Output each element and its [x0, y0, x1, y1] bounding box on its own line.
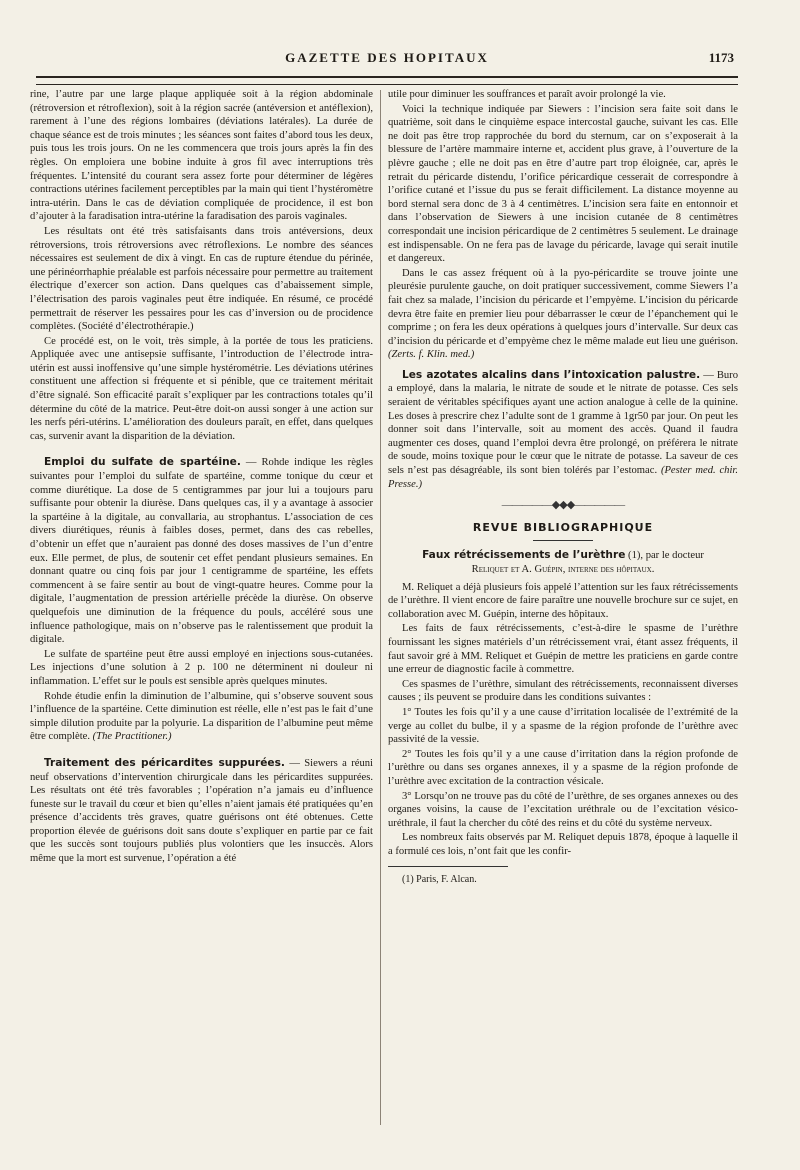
- paragraph: utile pour diminuer les souffrances et paraît avoir prolongé la vie.: [388, 89, 666, 100]
- column-separator: [380, 90, 381, 1125]
- paragraph: 1° Toutes les fois qu’il y a une cause d’irritation localisée de l’extrémité de la verge au collet du bulbe, il y a spasme de la région profonde de l’urèthre avec passivité de la vessie.: [388, 706, 738, 746]
- paragraph: 3° Lorsqu’on ne trouve pas du côté de l’urèthre, de ses organes annexes ou des organes voisins, la cause de l’excitation uréthrale ou de l’excitation vésico-uréthrale, il faut la chercher du côté des reins et du côté du système nerveux.: [388, 790, 738, 829]
- right-column: [388, 88, 738, 888]
- paragraph: Voici la technique indiquée par Siewers : l’incision sera faite soit dans le quatrième, soit dans le cinquième espace intercostal gauche, suivant les cas. Elle ne doit pas être trop rapprochée du bord du sternum, car on s’exposerait à la blessure de l’artère mammaire interne et, accident plus grave, à l’ouverture de la plèvre gauche ; elle ne doit pas en être d’autre part trop éloignée, car, après le retrait du péricarde distendu, l’orifice péricardique cesserait de correspondre à l’orifice cutané et l’issue du pus se ferait difficilement. La distance moyenne au bord sternal sera donc de 3 à 4 centimètres. L’incision sera faite en entonnoir et dans l’observation de Siewers à une incision cutanée de 8 centimètres correspondait une incision péricardique de 2 centimètres 5 seulement. Le drainage est indispensable. On ne fera pas de lavage du péricarde, lavage qui serait inutile et dangereux.: [388, 103, 738, 265]
- heading-rule: [533, 540, 593, 541]
- header-rule: [36, 84, 738, 85]
- footnote: (1) Paris, F. Alcan.: [402, 874, 477, 886]
- paragraph: Les résultats ont été très satisfaisants dans trois antéversions, deux rétroversions, trois rétroversions avec rétroflexions. Le nombre des séances nécessaires est seulement de dix à vingt. En cas de rupture étendue du périnée, une périnéorrhaphie préalable est parfois nécessaire pour permettre au traitement électrique d’exercer son action. Dans quelques cas d’abaissement simple, l’électrisation des parois vaginales peut être indiquée. En résumé, ce procédé permettrait de réserver les pessaires pour les cas d’inversion ou de procidence complètes. (Société d’électrothérapie.): [30, 225, 373, 333]
- paragraph-with-source: [388, 267, 738, 362]
- section-title: Traitement des péricardites suppurées.: [44, 756, 285, 769]
- masthead: [36, 40, 738, 78]
- left-column: [30, 88, 373, 867]
- paragraph-text: Rohde étudie enfin la diminution de l’albumine, qui s’observe souvent sous l’influence de la spartéine. Cette diminution est réelle, elle n’est pas le fait d’une simple dilution produite par la polyurie. La disparition de l’albumine peut même être complète.: [30, 690, 373, 743]
- paragraph: Ces spasmes de l’urèthre, simulant des rétrécissements, reconnaissent diverses causes ; ils peuvent se produire dans les conditions suivantes :: [388, 678, 738, 704]
- page-number: 1173: [708, 50, 734, 65]
- paragraph: Le sulfate de spartéine peut être aussi employé en injections sous-cutanées. Les injections d’une solution à 2 p. 100 ne déterminent ni douleur ni inflammation. L’effet sur le pouls est sensible après quelques minutes.: [30, 648, 373, 687]
- article-pericardites: [30, 757, 373, 866]
- section-title: Les azotates alcalins dans l’intoxication palustre.: [402, 368, 701, 381]
- journal-title: GAZETTE DES HOPITAUX: [285, 50, 489, 65]
- paragraph: 2° Toutes les fois qu’il y a une cause d’irritation dans la région profonde de l’urèthre ou dans ses organes annexes, il y a spasme de la région profonde de l’urèthre avec excitation de la contraction vésicale.: [388, 748, 738, 787]
- paragraph: Ce procédé est, on le voit, très simple, à la portée de tous les praticiens. Appliquée avec une antisepsie suffisante, l’introduction de l’électrode intra-utérin est aussi inoffensive qu’une simple hystérométrie. Les déviations utérines constituent une affection si fréquente et si pénible, que ce traitement méritait d’être signalé. Son efficacité paraît s’expliquer par les contractions totales qu’il détermine du côté de la matrice. Peut-être doit-on aussi songer à une action sur les nerfs péri-utérins. L’amélioration des douleurs paraît, en effet, dans quelques cas, survenir avant la disparition de la déviation.: [30, 335, 373, 442]
- source-citation: (The Practitioner.): [92, 731, 172, 743]
- source-citation: (Pester med. chir. Presse.): [388, 465, 738, 490]
- paragraph: Les nombreux faits observés par M. Reliquet depuis 1878, époque à laquelle il a formulé ces lois, n’ont fait que les confir-: [388, 832, 738, 857]
- paragraph-with-source: [30, 690, 373, 744]
- paragraph: M. Reliquet a déjà plusieurs fois appelé l’attention sur les faux rétrécissements de l’urèthre. Il vient encore de faire paraître une nouvelle brochure sur ce sujet, en collaboration avec M. Guépin, interne des hôpitaux.: [388, 581, 738, 620]
- paragraph-text: — Buro a employé, dans la malaria, le nitrate de soude et le nitrate de potasse. Ces sels seraient de véritables spécifiques ayant une action analogue à celle de la quinine. Les doses à prescrire chez l’adulte sont de 1 gramme à 1gr50 par jour. On peut les donner soit dans l’intervalle, soit au moment des accès. Quand il faudra augmenter ces doses, quand l’emploi devra être prolongé, on préférera le nitrate de soude, moins toxique pour le cœur que le nitrate de potasse. La saveur de ces sels n’est pas désagréable, ils sont bien tolérés par l’estomac.: [388, 369, 739, 477]
- article-sparteine: [30, 456, 373, 646]
- revue-heading: REVUE BIBLIOGRAPHIQUE: [472, 520, 654, 534]
- book-footnote-ref: (1), par le docteur: [625, 550, 704, 562]
- book-reference: [388, 549, 738, 576]
- footnote-rule: [388, 866, 508, 867]
- paragraph: rine, l’autre par une large plaque appliquée soit à la région abdominale (rétroversion et rétroflexion), soit à la région sacrée (antéversion et antéflexion), rarement à l’une des régions lombaires (déviations latérales). La durée de chaque séance est de trois minutes ; les séances sont faites d’abord tous les deux, puis tous les trois jours. On ne les commencera que trois jours après la fin des règles. On emploiera une bobine induite à gros fil avec interruptions très fréquentes. L’intensité du courant sera assez forte pour déterminer de légères contractions utérines facilement perceptibles par la main qui tient l’hystéromètre intra-utérin. Dans le cas de déviation compliquée de procidence, il est bon d’ajouter à la faradisation intra-utérine la faradisation des parois vaginales.: [30, 89, 373, 223]
- section-ornament: —————◆◆◆—————: [501, 499, 625, 512]
- section-title: Emploi du sulfate de spartéine.: [44, 456, 241, 469]
- book-authors: Reliquet et A. Guépin, interne des hôpitaux.: [471, 564, 655, 575]
- book-title: Faux rétrécissements de l’urèthre: [422, 549, 626, 562]
- article-azotates: [388, 369, 738, 491]
- paragraph-text: — Siewers a réuni neuf observations d’intervention chirurgicale dans les péricardites suppurées. Les résultats ont été très favorables ; l’opération n’a jamais eu d’influence funeste sur le travail du cœur et bien qu’elles n’aient jamais été pratiquées qu’en présence d’accidents très graves, quatre guérisons ont été obtenues. Cette proportion élevée de guérisons doit sans doute s’expliquer en partie par ce fait que les succès sont toujours publiés plus volontiers que les insuccès. Alors même que la mort est survenue, l’opération a été: [30, 757, 373, 865]
- paragraph: Les faits de faux rétrécissements, c’est-à-dire le spasme de l’urèthre fournissant les signes matériels d’un rétrécissement vrai, étant assez fréquents, il faut savoir gré à MM. Reliquet et Guépin de mettre les praticiens en garde contre une erreur de diagnostic facile à commettre.: [388, 623, 738, 676]
- paragraph-text: — Rohde indique les règles suivantes pour l’emploi du sulfate de spartéine, comme tonique du cœur et comme diurétique. La dose de 5 centigrammes par jour lui a toujours paru suffisante pour obtenir la diurèse. Dans quelques cas, il y a avantage à associer la spartéine à la digitale, au convallaria, au strophantus. L’association de ces divers diurétiques, réunis à faibles doses, permet, dans des cas rebelles, d’obtenir un effet que n’auraient pas donné des doses massives de l’un d’entre eux. Elle permet, de plus, de soutenir cet effet pendant plusieurs semaines. En donnant quatre ou cinq fois par jour 1 centigramme de spartéine, les effets commencent à se faire sentir au bout de vingt-quatre heures. Comme pour la digitale, l’augmentation de pression artérielle précède la diurèse. On observe quelquefois une diminution de la fréquence du pouls, accéléré sous une influence pathologique, mais on n’observe pas le ralentissement que produit la digitale.: [30, 457, 373, 646]
- paragraph-text: Dans le cas assez fréquent où à la pyo-péricardite se trouve jointe une pleurésie purulente gauche, on doit pratiquer successivement, comme Siewers l’a fait chez sa malade, l’incision du péricarde et l’empyème. L’incision du péricarde devra être faite en premier lieu pour débarrasser le cœur de l’épanchement qui le comprime ; on fera les deux opérations à quelques jours d’intervalle. Sur deux cas d’incision du péricarde et d’empyème chez le même malade eut lieu une guérison.: [388, 267, 738, 347]
- source-citation: (Zerts. f. Klin. med.): [388, 349, 475, 361]
